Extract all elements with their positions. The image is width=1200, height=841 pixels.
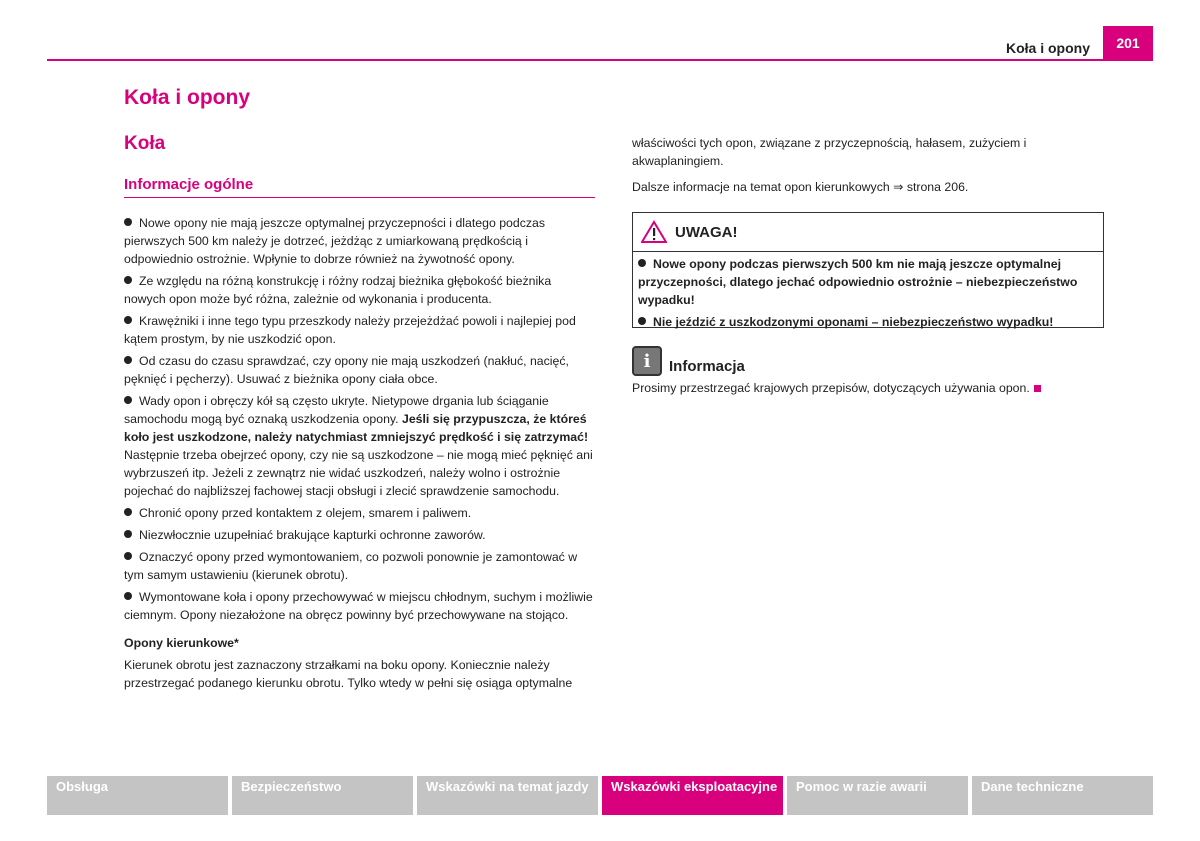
list-item: [124, 504, 595, 522]
right-column: [632, 134, 1104, 204]
list-item: [124, 526, 595, 544]
list-item: [124, 588, 595, 624]
bullet-text: Wymontowane koła i opony przechowywać w miejscu chłodnym, suchym i możliwie ciemnym. Opony niezałożone na obręcz powinny być przechowywane na stojąco.: [124, 590, 593, 622]
nav-tab-bezpieczenstwo[interactable]: Bezpieczeństwo: [232, 776, 413, 815]
nav-tab-dane-techniczne[interactable]: Dane techniczne: [972, 776, 1153, 815]
bullet-text: Krawężniki i inne tego typu przeszkody należy przejeżdżać powoli i najlepiej pod kątem prostym, by nie uszkodzić opon.: [124, 314, 576, 346]
bullet-icon: [124, 218, 132, 226]
chapter-nav: [47, 776, 1153, 815]
info-icon: i: [632, 346, 662, 376]
bullet-icon: [124, 316, 132, 324]
bullet-icon: [124, 276, 132, 284]
directional-tyres-text: Kierunek obrotu jest zaznaczony strzałkami na boku opony. Koniecznie należy przestrzegać podanego kierunku obrotu. Tylko wtedy w pełni się osiąga optymalne: [124, 658, 573, 690]
warning-item: Nie jeździć z uszkodzonymi oponami – niebezpieczeństwo wypadku!: [638, 313, 1098, 331]
directional-tyres-heading: Opony kierunkowe*: [124, 636, 239, 650]
info-header: [632, 346, 745, 376]
subsection-title: Informacje ogólne: [124, 176, 254, 193]
bullet-icon: [124, 592, 132, 600]
bullet-icon: [124, 356, 132, 364]
continuation-text: właściwości tych opon, związane z przyczepnością, hałasem, zużyciem i akwaplaningiem.: [632, 136, 1027, 168]
chapter-title: Koła i opony: [124, 86, 250, 109]
left-column: [124, 214, 595, 696]
cross-reference-text: Dalsze informacje na temat opon kierunkowych ⇒ strona 206.: [632, 180, 969, 194]
bullet-text: Niezwłocznie uzupełniać brakujące kapturki ochronne zaworów.: [139, 528, 486, 542]
list-item: [124, 214, 595, 268]
bullet-text: Od czasu do czasu sprawdzać, czy opony nie mają uszkodzeń (nakłuć, nacięć, pęknięć i pęcherzy). Usuwać z bieżnika opony ciała obce.: [124, 354, 569, 386]
header-rule: [47, 59, 1153, 61]
bullet-text: Ze względu na różną konstrukcję i różny rodzaj bieżnika głębokość bieżnika nowych opon może być różna, zależnie od wykonania i producenta.: [124, 274, 552, 306]
nav-tab-pomoc-awarii[interactable]: Pomoc w razie awarii: [787, 776, 968, 815]
list-item: [124, 272, 595, 308]
subsection-rule: [124, 197, 595, 198]
nav-tab-wskazowki-eksploatacyjne[interactable]: Wskazówki eksploatacyjne: [602, 776, 783, 815]
nav-tab-wskazowki-jazdy[interactable]: Wskazówki na temat jazdy: [417, 776, 598, 815]
bullet-text: Wady opon i obręczy kół są często ukryte. Nietypowe drgania lub ściąganie samochodu mogą być oznaką uszkodzenia opony. Jeśli się przypuszcza, że któreś koło jest uszkodzone, należy natychmiast zmniejszyć prędkość i się zatrzymać! Następnie trzeba obejrzeć opony, czy nie są uszkodzone – nie mogą mieć pęknięć ani wybrzuszeń itp. Jeżeli z zewnątrz nie widać uszkodzeń, należy wolno i ostrożnie pojechać do najbliższej fachowej stacji obsługi i zlecić sprawdzenie samochodu.: [124, 394, 593, 498]
page-number-badge: 201: [1103, 26, 1153, 60]
warning-header: [633, 213, 1103, 252]
info-title: Informacja: [669, 357, 745, 375]
bullet-text: Oznaczyć opony przed wymontowaniem, co pozwoli ponownie je zamontować w tym samym ustawieniu (kierunek obrotu).: [124, 550, 578, 582]
list-item: [124, 352, 595, 388]
running-header-title: Koła i opony: [1006, 40, 1090, 56]
bullet-icon: [124, 396, 132, 404]
warning-triangle-icon: [641, 220, 667, 244]
bullet-icon: [124, 552, 132, 560]
list-item: [124, 312, 595, 348]
bullet-icon: [638, 317, 646, 325]
bullet-icon: [638, 259, 646, 267]
end-of-section-icon: [1034, 385, 1041, 392]
bullet-icon: [124, 530, 132, 538]
bullet-text: Chronić opony przed kontaktem z olejem, smarem i paliwem.: [139, 506, 472, 520]
info-text: Prosimy przestrzegać krajowych przepisów, dotyczących używania opon.: [632, 379, 1102, 397]
bullet-text: Nowe opony nie mają jeszcze optymalnej przyczepności i dlatego podczas pierwszych 500 km należy je dotrzeć, jeżdżąc z umiarkowaną prędkością i odpowiednio ostrożnie. Wpłynie to dobrze również na żywotność opony.: [124, 216, 546, 266]
nav-tab-obsluga[interactable]: Obsługa: [47, 776, 228, 815]
warning-item: Nowe opony podczas pierwszych 500 km nie mają jeszcze optymalnej przyczepności, dlatego jechać odpowiednio ostrożnie – niebezpieczeństwo wypadku!: [638, 257, 1078, 307]
list-item: [124, 392, 595, 500]
list-item: [124, 548, 595, 584]
warning-title: UWAGA!: [675, 223, 738, 241]
section-title: Koła: [124, 133, 166, 154]
warning-body: [633, 252, 1103, 338]
bullet-icon: [124, 508, 132, 516]
warning-box: [632, 212, 1104, 328]
